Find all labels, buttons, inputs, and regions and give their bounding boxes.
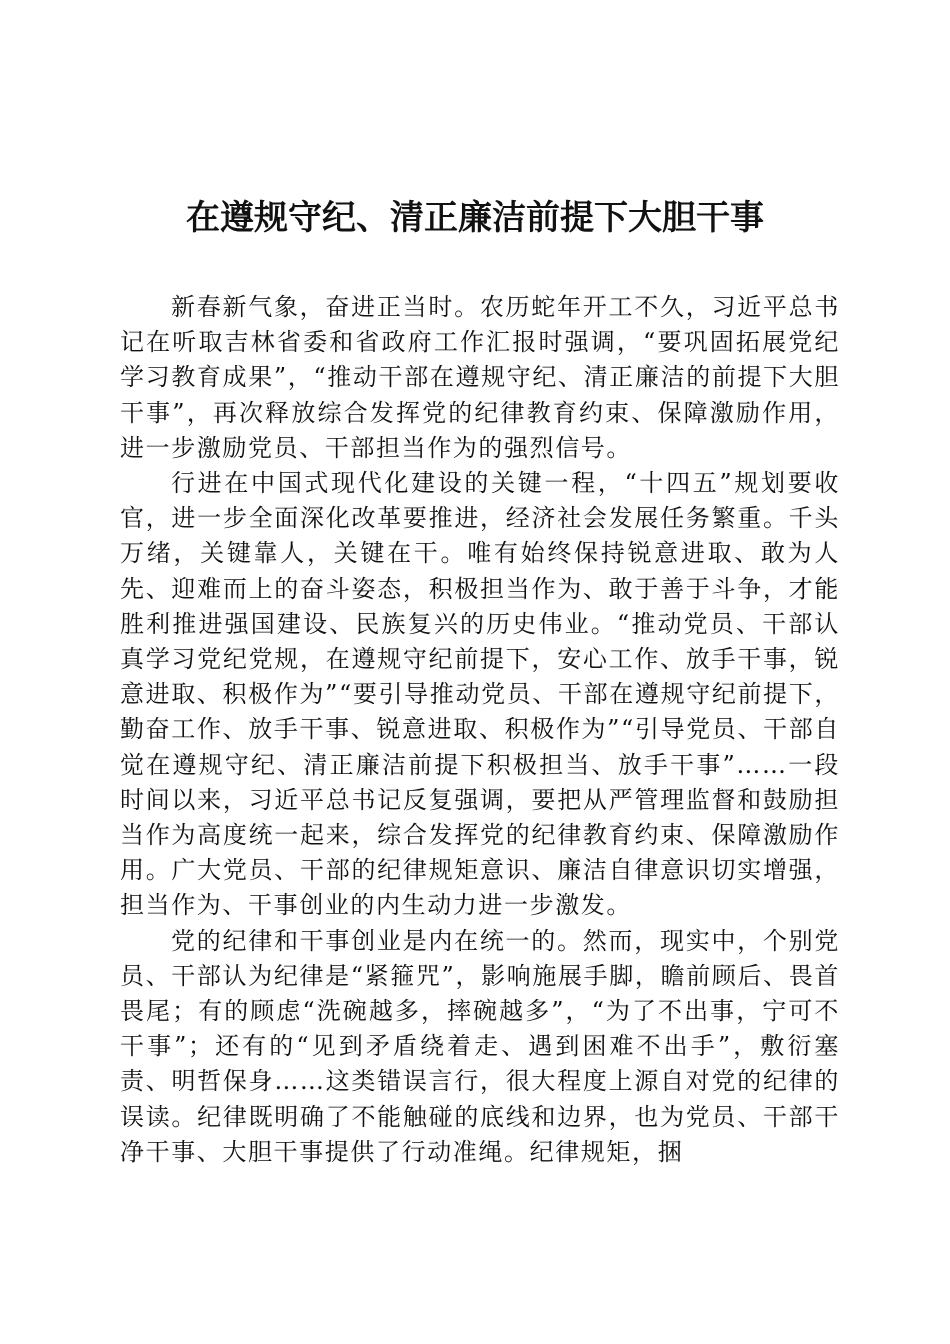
paragraph-3: 党的纪律和干事创业是内在统一的。然而，现实中，个别党员、干部认为纪律是“紧箍咒”，影响施展手脚，瞻前顾后、畏首畏尾；有的顾虑“洗碗越多，摔碗越多”，“为了不出事，宁可不干事”；还有的“见到矛盾绕着走、遇到困难不出手”，敷衍塞责、明哲保身……这类错误言行，很大程度上源自对党的纪律的误读。纪律既明确了不能触碰的底线和边界，也为党员、干部干净干事、大胆干事提供了行动准绳。纪律规矩，捆 — [120, 926, 840, 1166]
paragraph-1: 新春新气象，奋进正当时。农历蛇年开工不久，习近平总书记在听取吉林省委和省政府工作汇报时强调，“要巩固拓展党纪学习教育成果”，“推动干部在遵规守纪、清正廉洁的前提下大胆干事”，再次释放综合发挥党的纪律教育约束、保障激励作用，进一步激励党员、干部担当作为的强烈信号。 — [120, 293, 840, 462]
paragraph-2: 行进在中国式现代化建设的关键一程，“十四五”规划要收官，进一步全面深化改革要推进，经济社会发展任务繁重。千头万绪，关键靠人，关键在干。唯有始终保持锐意进取、敢为人先、迎难而上的奋斗姿态，积极担当作为、敢于善于斗争，才能胜利推进强国建设、民族复兴的历史伟业。“推动党员、干部认真学习党纪党规，在遵规守纪前提下，安心工作、放手干事，锐意进取、积极作为”“要引导推动党员、干部在遵规守纪前提下，勤奋工作、放手干事、锐意进取、积极作为”“引导党员、干部自觉在遵规守纪、清正廉洁前提下积极担当、放手干事”……一段时间以来，习近平总书记反复强调，要把从严管理监督和鼓励担当作为高度统一起来，综合发挥党的纪律教育约束、保障激励作用。广大党员、干部的纪律规矩意识、廉洁自律意识切实增强，担当作为、干事创业的内生动力进一步激发。 — [120, 469, 840, 920]
document-body — [120, 290, 840, 1170]
document-title: 在遵规守纪、清正廉洁前提下大胆干事 — [186, 198, 764, 238]
